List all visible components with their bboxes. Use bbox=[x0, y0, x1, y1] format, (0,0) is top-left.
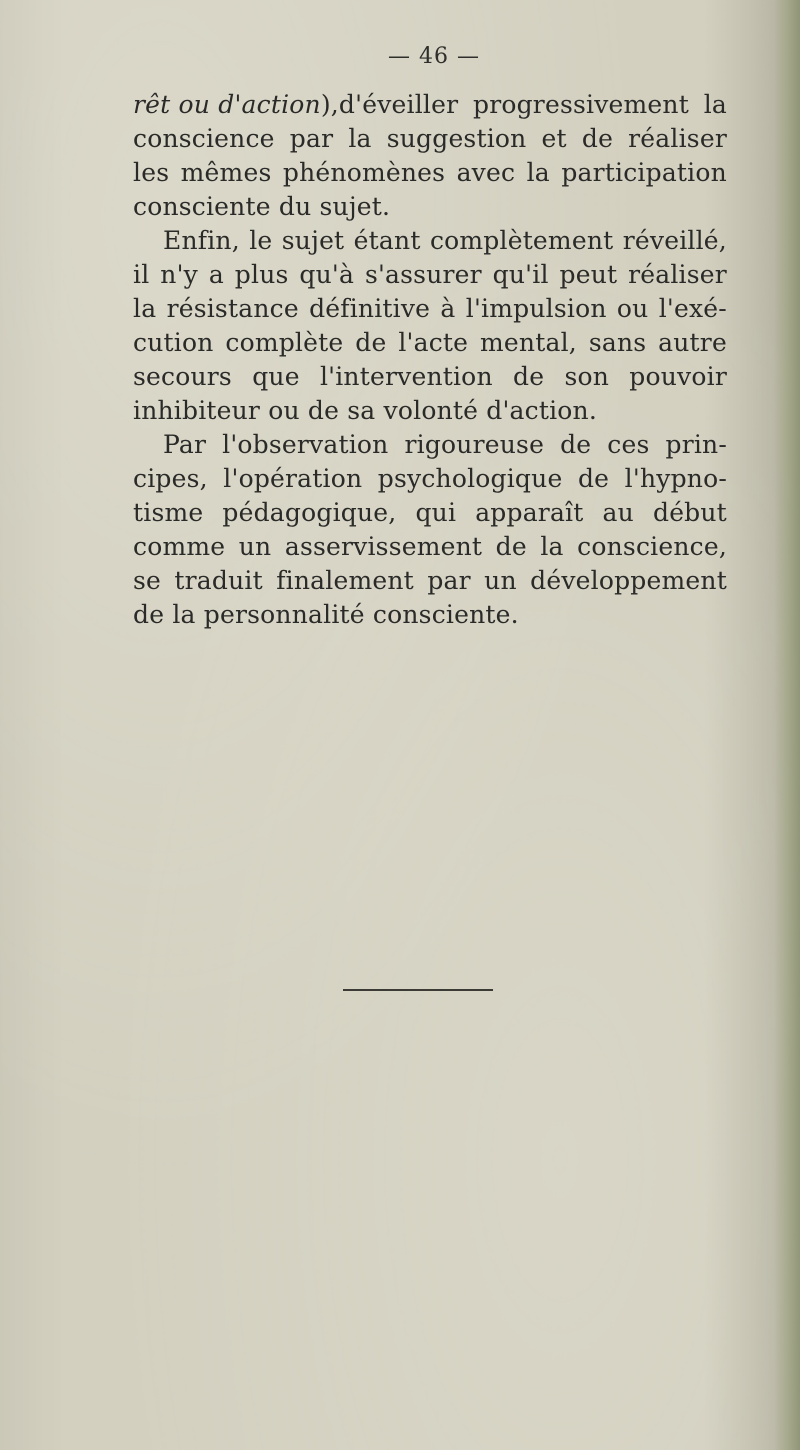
text-word: qu'à bbox=[299, 260, 355, 289]
text-word: par bbox=[289, 124, 334, 153]
text-word: autre bbox=[658, 328, 727, 357]
text-word: rigoureuse bbox=[404, 430, 545, 459]
text-line bbox=[133, 530, 727, 564]
body-text bbox=[133, 88, 727, 632]
text-word: mêmes bbox=[180, 158, 272, 187]
text-word: suggestion bbox=[386, 124, 527, 153]
text-word: l'intervention bbox=[319, 362, 493, 391]
text-word: progressivement bbox=[472, 90, 689, 119]
text-word: début bbox=[652, 498, 727, 527]
text-word: la bbox=[133, 294, 157, 323]
text-word: consciente du sujet. bbox=[133, 192, 391, 221]
text-word: que bbox=[252, 362, 300, 391]
text-word: rêt ou d'action),d'éveiller bbox=[133, 90, 459, 119]
text-word: il bbox=[133, 260, 150, 289]
text-word: l'observation bbox=[222, 430, 389, 459]
text-word: psychologique bbox=[377, 464, 563, 493]
text-word: cution bbox=[133, 328, 214, 357]
text-word: réaliser bbox=[628, 124, 727, 153]
text-word: un bbox=[238, 532, 272, 561]
text-word: de bbox=[513, 362, 545, 391]
text-word: de bbox=[355, 328, 387, 357]
section-divider bbox=[343, 989, 493, 991]
text-word: n'y bbox=[160, 260, 198, 289]
text-word: Par bbox=[163, 430, 207, 459]
text-line bbox=[133, 462, 727, 496]
text-word: apparaît bbox=[475, 498, 584, 527]
text-word: réveillé, bbox=[622, 226, 727, 255]
text-word: de bbox=[577, 464, 610, 493]
text-word: l'hypno- bbox=[624, 464, 727, 493]
text-word: phénomènes bbox=[282, 158, 446, 187]
text-word: les bbox=[133, 158, 170, 187]
text-word: s'assurer bbox=[364, 260, 482, 289]
text-line bbox=[133, 88, 727, 122]
text-word: la bbox=[703, 90, 727, 119]
text-word: participation bbox=[561, 158, 727, 187]
text-word: se bbox=[133, 566, 162, 595]
text-word: conscience bbox=[133, 124, 275, 153]
text-word: complète bbox=[225, 328, 344, 357]
text-word: de bbox=[560, 430, 592, 459]
text-word: au bbox=[602, 498, 634, 527]
page-edge-shadow bbox=[774, 0, 800, 1450]
text-word: son bbox=[564, 362, 610, 391]
text-line bbox=[133, 598, 727, 632]
text-word: ces bbox=[607, 430, 650, 459]
text-word: pouvoir bbox=[629, 362, 727, 391]
text-line bbox=[133, 360, 727, 394]
text-word: de bbox=[495, 532, 527, 561]
text-word: un bbox=[484, 566, 517, 595]
text-line bbox=[133, 292, 727, 326]
text-word: l'impulsion bbox=[465, 294, 607, 323]
text-word: l'exé- bbox=[658, 294, 727, 323]
text-word: traduit bbox=[174, 566, 263, 595]
text-word: à bbox=[440, 294, 456, 323]
italic-run: rêt ou d'action bbox=[133, 90, 321, 119]
text-word: qui bbox=[415, 498, 457, 527]
text-word: sujet bbox=[281, 226, 345, 255]
text-word: l'opération bbox=[223, 464, 363, 493]
text-word: par bbox=[427, 566, 471, 595]
text-word: la bbox=[526, 158, 550, 187]
text-line bbox=[133, 496, 727, 530]
text-word: asservissement bbox=[284, 532, 483, 561]
text-word: définitive bbox=[309, 294, 431, 323]
text-word: tisme bbox=[133, 498, 204, 527]
text-line bbox=[133, 564, 727, 598]
text-word: plus bbox=[234, 260, 289, 289]
text-word: la bbox=[348, 124, 372, 153]
text-word: comme bbox=[133, 532, 226, 561]
text-word: prin- bbox=[665, 430, 727, 459]
text-word: mental, bbox=[480, 328, 577, 357]
text-line bbox=[133, 258, 727, 292]
text-word: pédagogique, bbox=[222, 498, 397, 527]
text-word: complètement bbox=[429, 226, 614, 255]
text-word: résistance bbox=[166, 294, 299, 323]
text-word: étant bbox=[353, 226, 421, 255]
text-line bbox=[133, 224, 727, 258]
text-word: le bbox=[249, 226, 273, 255]
text-word: secours bbox=[133, 362, 232, 391]
text-line bbox=[133, 326, 727, 360]
text-word: cipes, bbox=[133, 464, 208, 493]
text-line bbox=[133, 190, 727, 224]
text-word: a bbox=[208, 260, 224, 289]
text-word: qu'il bbox=[492, 260, 549, 289]
text-word: réaliser bbox=[628, 260, 727, 289]
text-word: Enfin, bbox=[163, 226, 240, 255]
text-word: inhibiteur ou de sa volonté d'action. bbox=[133, 396, 597, 425]
text-word: sans bbox=[588, 328, 647, 357]
text-line bbox=[133, 122, 727, 156]
text-word: développement bbox=[530, 566, 727, 595]
text-word: conscience, bbox=[577, 532, 727, 561]
text-word: de bbox=[581, 124, 614, 153]
text-line bbox=[133, 428, 727, 462]
text-word: et bbox=[541, 124, 567, 153]
text-word: la bbox=[540, 532, 564, 561]
text-word: avec bbox=[456, 158, 516, 187]
text-word: peut bbox=[559, 260, 618, 289]
text-line bbox=[133, 156, 727, 190]
text-word: ou bbox=[616, 294, 649, 323]
page-number: — 46 — bbox=[388, 44, 480, 69]
text-word: l'acte bbox=[398, 328, 469, 357]
text-line bbox=[133, 394, 727, 428]
text-word: de la personnalité consciente. bbox=[133, 600, 519, 629]
text-word: finalement bbox=[276, 566, 414, 595]
